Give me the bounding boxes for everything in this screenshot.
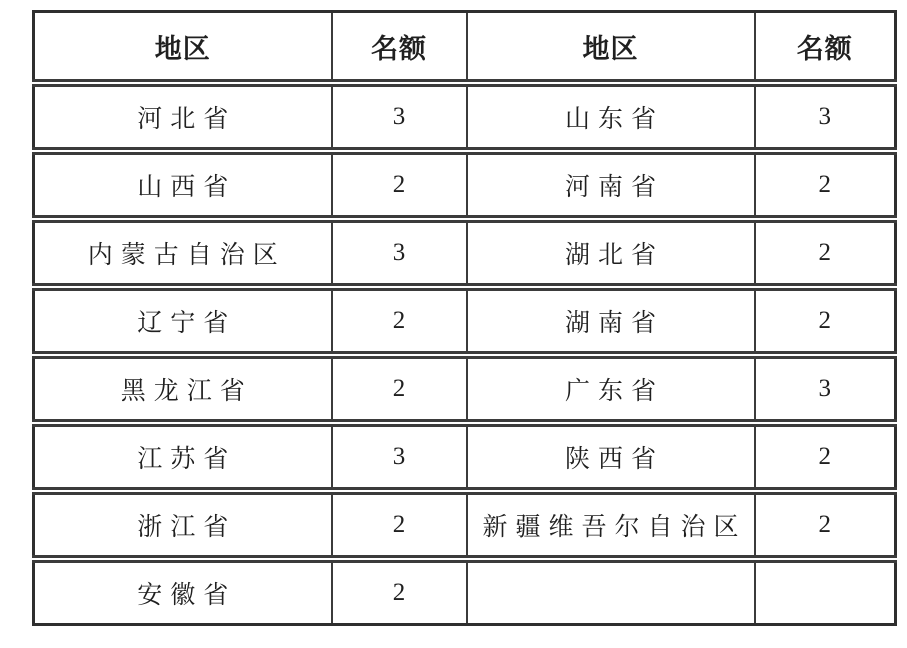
header-quota-left: 名额: [332, 12, 467, 84]
quota-cell: 3: [755, 355, 896, 423]
region-cell: 广东省: [467, 355, 755, 423]
region-cell: 黑龙江省: [34, 355, 332, 423]
table-row: [34, 151, 896, 219]
region-cell: 山东省: [467, 83, 755, 151]
table-row: [34, 355, 896, 423]
quota-cell: 2: [755, 151, 896, 219]
quota-table: [32, 10, 897, 626]
quota-cell: 3: [755, 83, 896, 151]
quota-cell: 2: [332, 559, 467, 625]
quota-cell: [755, 559, 896, 625]
region-cell: 山西省: [34, 151, 332, 219]
quota-cell: 2: [755, 287, 896, 355]
region-cell: 新疆维吾尔自治区: [467, 491, 755, 559]
region-cell: 浙江省: [34, 491, 332, 559]
table-row: [34, 83, 896, 151]
quota-cell: 2: [755, 423, 896, 491]
region-cell: 湖南省: [467, 287, 755, 355]
table-header-row: [34, 12, 896, 84]
quota-cell: 2: [332, 355, 467, 423]
region-cell: 陕西省: [467, 423, 755, 491]
quota-cell: 3: [332, 219, 467, 287]
region-cell: [467, 559, 755, 625]
region-cell: 河北省: [34, 83, 332, 151]
quota-cell: 2: [332, 287, 467, 355]
region-cell: 河南省: [467, 151, 755, 219]
table-row: [34, 423, 896, 491]
quota-cell: 2: [332, 151, 467, 219]
quota-cell: 3: [332, 83, 467, 151]
quota-cell: 2: [755, 219, 896, 287]
table-row: [34, 559, 896, 625]
region-cell: 湖北省: [467, 219, 755, 287]
quota-cell: 3: [332, 423, 467, 491]
table-row: [34, 219, 896, 287]
table-row: [34, 491, 896, 559]
header-region-left: 地区: [34, 12, 332, 84]
region-cell: 江苏省: [34, 423, 332, 491]
region-cell: 内蒙古自治区: [34, 219, 332, 287]
quota-cell: 2: [332, 491, 467, 559]
header-region-right: 地区: [467, 12, 755, 84]
region-cell: 安徽省: [34, 559, 332, 625]
region-cell: 辽宁省: [34, 287, 332, 355]
table-row: [34, 287, 896, 355]
header-quota-right: 名额: [755, 12, 896, 84]
quota-cell: 2: [755, 491, 896, 559]
